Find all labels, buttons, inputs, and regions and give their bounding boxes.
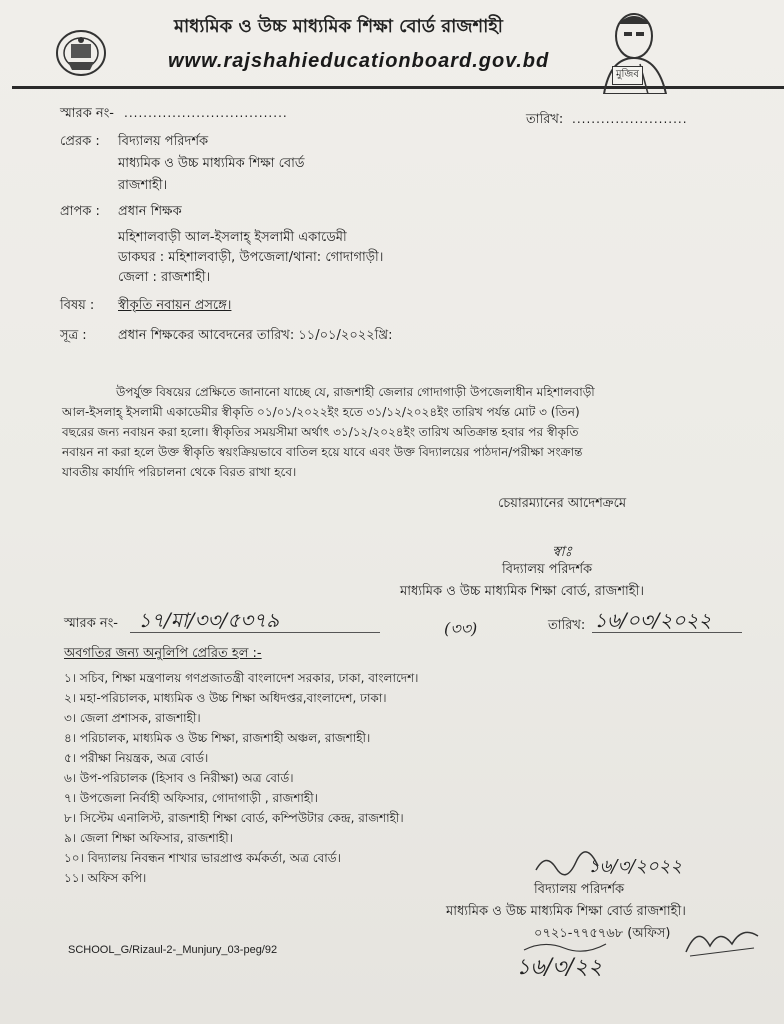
date-dots: ........................ xyxy=(572,112,688,126)
sender-label: প্রেরক : xyxy=(60,134,100,149)
recipient-line1: প্রধান শিক্ষক xyxy=(118,204,182,219)
sender-line3: রাজশাহী। xyxy=(118,178,168,193)
signature1-title: বিদ্যালয় পরিদর্শক xyxy=(502,562,593,577)
portrait-caption: মুজিব xyxy=(612,66,643,85)
bottom-signature-scribble xyxy=(520,938,610,978)
copy-item: ৯। জেলা শিক্ষা অফিসার, রাজশাহী। xyxy=(64,831,233,845)
signature1-handwritten: স্বাঃ xyxy=(552,544,573,560)
memo2-mid: (৩৩) xyxy=(444,619,478,638)
copy-item: ১০। বিদ্যালয় নিবন্ধন শাখার ভারপ্রাপ্ত কর্মকর্তা, অত্র বোর্ড। xyxy=(64,851,341,865)
copy-heading: অবগতির জন্য অনুলিপি প্রেরিত হল :- xyxy=(64,646,262,661)
copy-item: ৩। জেলা প্রশাসক, রাজশাহী। xyxy=(64,711,201,725)
copy-item: ১। সচিব, শিক্ষা মন্ত্রণালয় গণপ্রজাতন্ত্রী বাংলাদেশ সরকার, ঢাকা, বাংলাদেশ। xyxy=(64,671,419,685)
copy-item: ১১। অফিস কপি। xyxy=(64,871,147,885)
body-line2: আল-ইসলাহ্ ইসলামী একাডেমীর স্বীকৃতি ০১/০১/২০২২ইং হতে ৩১/১২/২০২৪ইং তারিখ পর্যন্ত মোট ৩ (তিন) xyxy=(62,405,580,419)
initials-scribble xyxy=(680,918,764,960)
memo2-date: ১৬/০৩/২০২২ xyxy=(594,608,712,632)
memo2-number-underline xyxy=(130,632,380,633)
memo2-date-underline xyxy=(592,632,742,633)
recipient-label: প্রাপক : xyxy=(60,204,100,219)
date-label: তারিখ: xyxy=(526,112,564,127)
signature2-scribble xyxy=(532,850,602,880)
recipient-line2: মহিশালবাড়ী আল-ইসলাহ্ ইসলামী একাডেমী xyxy=(118,230,347,245)
copy-item: ৫। পরীক্ষা নিয়ন্ত্রক, অত্র বোর্ড। xyxy=(64,751,209,765)
copy-item: ৭। উপজেলা নির্বাহী অফিসার, গোদাগাড়ী , রাজশাহী। xyxy=(64,791,318,805)
copy-item: ২। মহা-পরিচালক, মাধ্যমিক ও উচ্চ শিক্ষা অধিদপ্তর,বাংলাদেশ, ঢাকা। xyxy=(64,691,387,705)
memo-label: স্মারক নং- xyxy=(60,106,114,121)
order-text: চেয়ারম্যানের আদেশক্রমে xyxy=(498,496,627,511)
memo2-date-label: তারিখ: xyxy=(548,618,586,633)
body-line5: যাবতীয় কার্যাদি পরিচালনা থেকে বিরত রাখা হবে। xyxy=(62,465,297,479)
reference-label: সূত্র : xyxy=(60,328,87,343)
file-code: SCHOOL_G/Rizaul-2-_Munjury_03-peg/92 xyxy=(68,944,278,956)
sender-line2: মাধ্যমিক ও উচ্চ মাধ্যমিক শিক্ষা বোর্ড xyxy=(118,156,305,171)
body-line3: বছরের জন্য নবায়ন করা হলো। স্বীকৃতির সময়সীমা অর্থাৎ ৩১/১২/২০২৪ইং তারিখ অতিক্রান্ত হবার পর স্বীকৃতি xyxy=(62,425,579,439)
recipient-line3: ডাকঘর : মহিশালবাড়ী, উপজেলা/থানা: গোদাগাড়ী। xyxy=(118,250,384,265)
board-logo xyxy=(54,28,108,78)
subject-label: বিষয় : xyxy=(60,298,95,313)
copy-item: ৪। পরিচালক, মাধ্যমিক ও উচ্চ শিক্ষা, রাজশাহী অঞ্চল, রাজশাহী। xyxy=(64,731,371,745)
sender-line1: বিদ্যালয় পরিদর্শক xyxy=(118,134,209,149)
body-line4: নবায়ন না করা হলে উক্ত স্বীকৃতি স্বয়ংক্রিয়ভাবে বাতিল হয়ে যাবে এবং উক্ত বিদ্যালয়ের পাঠদান/পরীক্ষা সংক্রান্ত xyxy=(62,445,583,459)
signature2-phone: ০৭২১-৭৭৫৭৬৮ (অফিস) xyxy=(534,926,671,941)
signature1-org: মাধ্যমিক ও উচ্চ মাধ্যমিক শিক্ষা বোর্ড, রাজশাহী। xyxy=(400,584,644,599)
memo2-number: ১৭/মা/৩৩/৫৩৭৯ xyxy=(138,608,280,632)
recipient-line4: জেলা : রাজশাহী। xyxy=(118,270,211,285)
board-title: মাধ্যমিক ও উচ্চ মাধ্যমিক শিক্ষা বোর্ড রাজশাহী xyxy=(174,16,503,37)
handwritten-bottom-date: ১৬/৩/২২ xyxy=(516,955,603,980)
body-line1: উপর্যুক্ত বিষয়ের প্রেক্ষিতে জানানো যাচ্ছে যে, রাজশাহী জেলার গোদাগাড়ী উপজেলাধীন মহিশালবাড়ী xyxy=(116,385,595,399)
copy-item: ৬। উপ-পরিচালক (হিসাব ও নিরীক্ষা) অত্র বোর্ড। xyxy=(64,771,294,785)
signature2-org: মাধ্যমিক ও উচ্চ মাধ্যমিক শিক্ষা বোর্ড রাজশাহী। xyxy=(446,904,686,919)
memo-dots: .................................. xyxy=(124,106,288,120)
board-website: www.rajshahieducationboard.gov.bd xyxy=(168,50,550,72)
signature2-title: বিদ্যালয় পরিদর্শক xyxy=(534,882,625,897)
copy-item: ৮। সিস্টেম এনালিস্ট, রাজশাহী শিক্ষা বোর্ড, কম্পিউটার কেন্দ্র, রাজশাহী। xyxy=(64,811,404,825)
signature2-handwritten-date: ১৬/৩/২০২২ xyxy=(588,856,683,877)
reference-text: প্রধান শিক্ষকের আবেদনের তারিখ: ১১/০১/২০২২খ্রি: xyxy=(118,328,393,343)
memo2-label: স্মারক নং- xyxy=(64,616,118,631)
subject-text: স্বীকৃতি নবায়ন প্রসঙ্গে। xyxy=(118,298,232,313)
